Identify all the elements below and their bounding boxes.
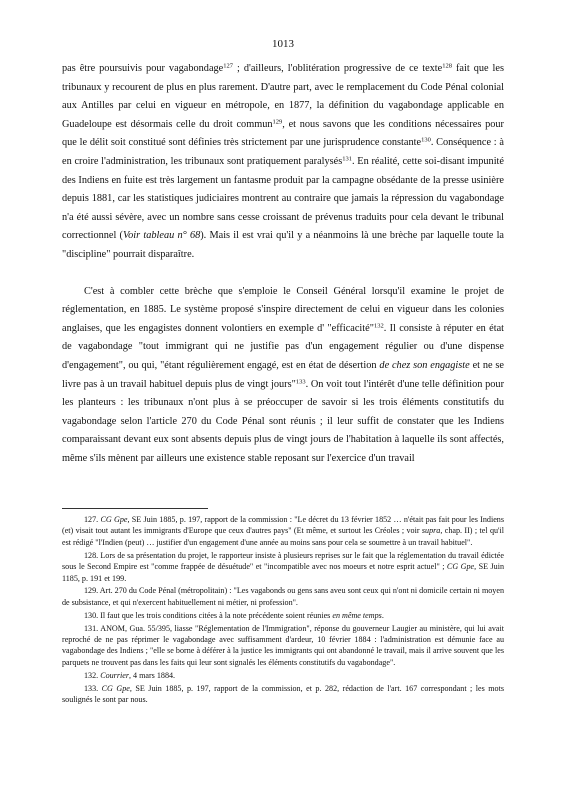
text-run: . Il consiste à réputer en état de vagabondage "tout immigrant qui ne justifie pas d'un engagement régulier ou d'une dispense d'engagement", ou qui, "étant régulièrement engagé, est en état de désertion bbox=[62, 322, 504, 371]
text-run: ; d'ailleurs, l'oblitération progressive de ce texte bbox=[233, 63, 443, 74]
text-run: ). Mais il est vrai qu'il y a néanmoins là une brèche par laquelle toute la "discipline" pourrait disparaître. bbox=[62, 230, 504, 260]
paragraph bbox=[62, 283, 504, 469]
footnote-ref: 131 bbox=[342, 155, 352, 163]
italic-text: Voir tableau n° 68 bbox=[122, 230, 201, 242]
footnote-ref: 132 bbox=[373, 322, 384, 330]
italic-text: CG Gpe bbox=[100, 515, 128, 524]
footnote-separator bbox=[62, 508, 208, 509]
italic-text: Courrier bbox=[100, 670, 129, 680]
text-run: C'est à combler cette brèche que s'emploie le Conseil Général lorsqu'il examine le projet de réglementation, en 1885. Le système proposé s'inspire directement de celui en vigueur dans les colonies anglaises, que les engagistes donnent volontiers en exemple d' "efficacité" bbox=[62, 285, 504, 334]
page-number: 1013 bbox=[272, 38, 294, 50]
text-run: 133. bbox=[84, 683, 102, 693]
footnote-ref: 129 bbox=[272, 118, 283, 126]
text-run: 132. bbox=[84, 670, 101, 680]
text-run: 130. Il faut que les trois conditions citées à la note précédente soient réunies bbox=[84, 610, 333, 620]
italic-text: en même temps bbox=[332, 610, 382, 620]
text-run: et ne se livre pas à un travail habituel depuis plus de vingt jours" bbox=[62, 359, 504, 390]
text-run: , SE Juin 1885, p. 197, rapport de la commission : "Le décret du 13 février 1852 … n'était pas fait pour les Indiens (et) visait tout autant les immigrants d'Europe que ceux d'autres pays" (Et même, et surtout les Créoles ; voir bbox=[62, 515, 504, 536]
text-run: . En réalité, cette soi-disant impunité des Indiens en fuite est très largement un fantasme produit par la campagne obsédante de la presse usinière depuis 1881, car les statistiques judiciaires montrent au contraire que jamais la répression du vagabondage n'a été aussi sévère, avec un nombre sans cesse croissant de prévenus traduits pour cela devant le tribunal correctionnel ( bbox=[62, 155, 504, 242]
text-run: 128. Lors de sa présentation du projet, le rapporteur insiste à plusieurs reprises sur le fait que la réglementation du travail édictée sous le Second Empire est "comme frappée de désuétude" et "incompatible avec nos moeurs et notre esprit actuel" ; bbox=[62, 550, 504, 572]
footnote bbox=[62, 670, 504, 681]
text-run: , SE Juin 1185, p. 191 et 199. bbox=[62, 562, 504, 583]
italic-text: supra bbox=[421, 526, 441, 536]
main-text bbox=[62, 60, 504, 468]
text-run: , SE Juin 1885, p. 197, rapport de la commission, et p. 282, rédaction de l'art. 167 correspondant ; les mots soulignés le sont par nous. bbox=[62, 683, 504, 705]
italic-text: CG Gpe bbox=[101, 683, 130, 693]
text-run: , et nous savons que les conditions nécessaires pour que le délit soit constitué sont définies très strictement par une jurisprudence constante bbox=[62, 118, 504, 149]
text-run: 129. Art. 270 du Code Pénal (métropolitain) : "Les vagabonds ou gens sans aveu sont ceux qui n'ont ni domicile certain ni moyen de subsistance, et qui n'exercent habituellement ni métier, ni profession". bbox=[62, 586, 504, 607]
footnote-ref: 127 bbox=[223, 62, 233, 70]
footnotes bbox=[62, 514, 504, 707]
footnote bbox=[62, 514, 504, 548]
text-run: 131. ANOM, Gua. 55/395, liasse "Réglementation de l'Immigration", réponse du gouverneur Laugier au ministère, qui lui avait reproché de ne pas réprimer le vagabondage avec suffisamment d'ardeur, 10 février 1884 : l'administration est démunie face au vagabondage des Indiens ; "elle se borne à déférer à la justice les immigrants qui ont abandonné le travail, mais il arrive souvent que les parquets ne trouvent pas dans les faits qui leur sont signalés les éléments constitutifs du vagabondage". bbox=[62, 623, 504, 667]
italic-text: de chez son engagiste bbox=[379, 359, 470, 371]
footnote bbox=[62, 623, 504, 669]
footnote bbox=[62, 683, 504, 706]
text-run: fait que les tribunaux y recourent de plus en plus rarement. D'autre part, avec le remplacement du Code Pénal colonial aux Antilles par celui en vigueur en métropole, en 1877, la définition du vagabondage applicable en Guadeloupe est désormais celle du droit commun bbox=[62, 63, 504, 130]
text-run: pas être poursuivis pour vagabondage bbox=[62, 63, 224, 74]
text-run: . Conséquence : à en croire l'administration, les tribunaux sont pratiquement paralysés bbox=[62, 137, 504, 167]
text-run: . bbox=[381, 610, 384, 620]
text-run: . On voit tout l'intérêt d'une telle définition pour les planteurs : les tribunaux n'ont plus à se préoccuper de savoir si les trois éléments constitutifs du vagabondage selon l'article 270 du Code Pénal sont réunis ; il leur suffit de constater que les Indiens comparaissant devant eux sont absents depuis plus de vingt jours de l'habitation à laquelle ils sont affectés, même s'ils mènent par ailleurs une existence stable reposant sur l'exercice d'un travail bbox=[62, 378, 504, 464]
footnote-ref: 128 bbox=[442, 62, 452, 70]
footnote bbox=[62, 550, 504, 584]
italic-text: CG Gpe bbox=[446, 562, 475, 572]
text-run: , chap. II) ; tel qu'il est rédigé "l'Indien (peut) … justifier d'un engagement d'une année au moins sans pour cela se soumettre à un travail habituel". bbox=[62, 526, 505, 547]
footnote bbox=[62, 610, 504, 621]
text-run: 127. bbox=[84, 515, 101, 524]
footnote-ref: 130 bbox=[421, 136, 431, 144]
paragraph bbox=[62, 60, 504, 265]
footnote bbox=[62, 585, 504, 608]
footnote-ref: 133 bbox=[295, 378, 306, 385]
text-run: , 4 mars 1884. bbox=[128, 670, 176, 680]
